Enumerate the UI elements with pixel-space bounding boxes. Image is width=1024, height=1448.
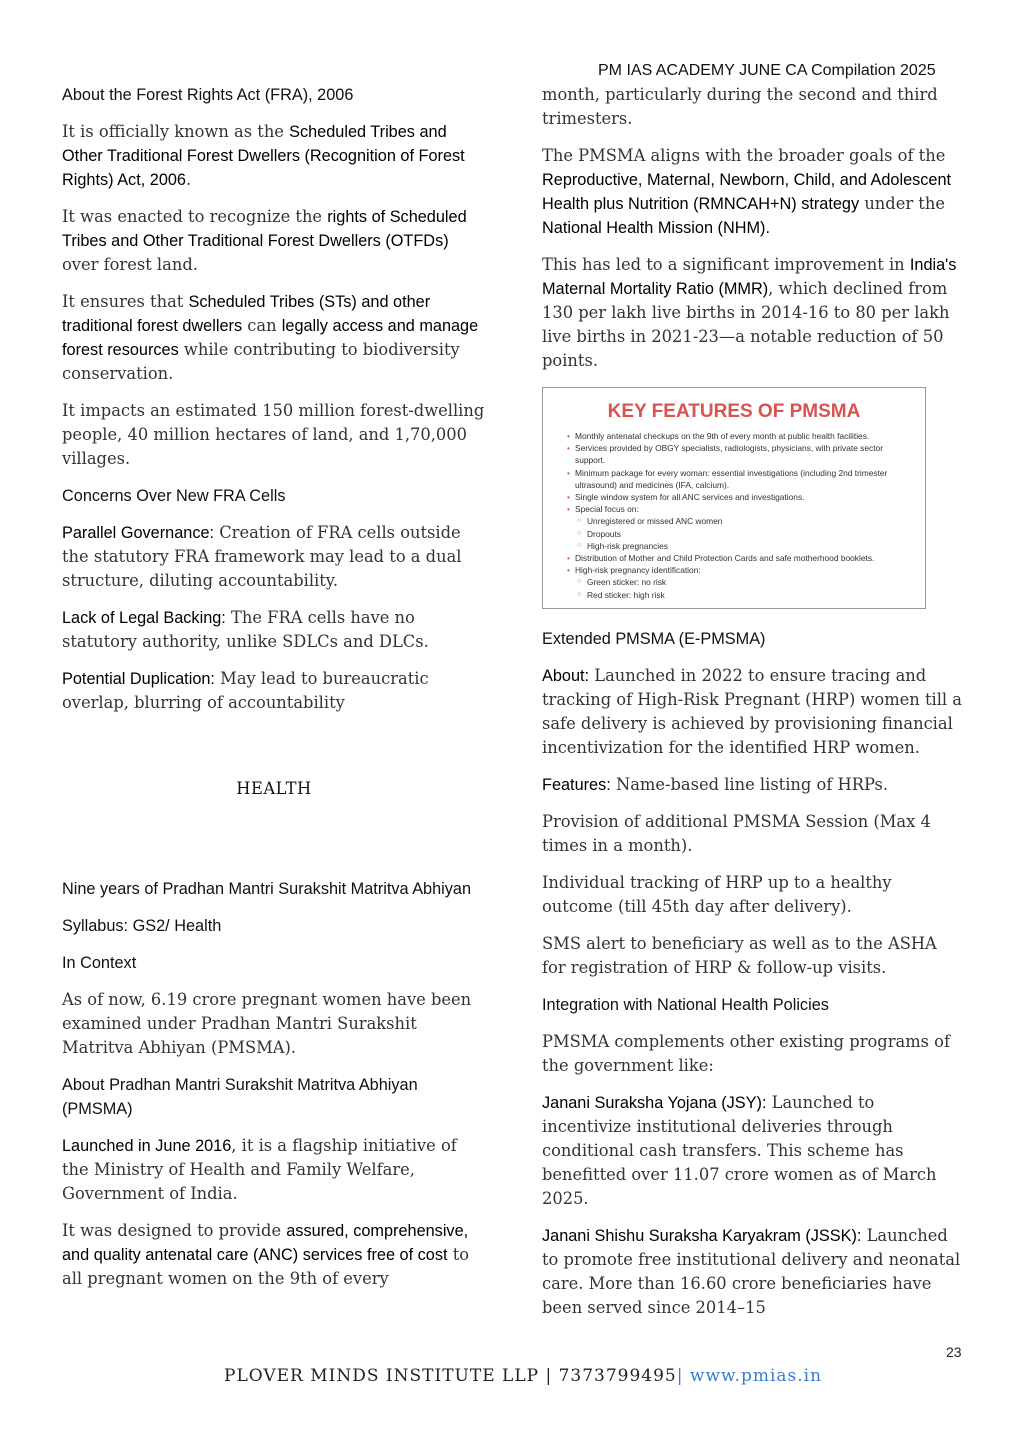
left-column (62, 83, 486, 1304)
concern-legal-backing: Lack of Legal Backing: The FRA cells have no statutory authority, unlike SDLCs and DLCs. (62, 608, 429, 651)
epmsma-features: Features: Name-based line listing of HRPs. (542, 775, 889, 794)
feature-subitem: ○ Unregistered or missed ANC women (567, 515, 913, 527)
integration-heading: Integration with National Health Policies (542, 996, 829, 1014)
mmr-paragraph: This has led to a significant improvement in India's Maternal Mortality Ratio (MMR), which declined from 130 per lakh live births in 2014-16 to 80 per lakh live births in 2021-23—a notable reduction of 50 points. (542, 255, 957, 370)
page-number: 23 (946, 1344, 962, 1360)
fra-paragraph-4: It impacts an estimated 150 million forest-dwelling people, 40 million hectares of land, and 1,70,000 villages. (62, 401, 485, 468)
feature-subitem: ○ Red sticker: high risk (567, 589, 913, 601)
fra-paragraph-2: It was enacted to recognize the rights of Scheduled Tribes and Other Traditional Forest Dwellers (OTFDs) over forest land. (62, 207, 467, 274)
about-pmsma-heading: About Pradhan Mantri Surakshit Matritva Abhiyan (PMSMA) (62, 1076, 418, 1118)
footer-text: PLOVER MINDS INSTITUTE LLP | 7373799495 (224, 1366, 677, 1386)
feature-item: • High-risk pregnancy identification: (567, 564, 913, 576)
concerns-heading: Concerns Over New FRA Cells (62, 487, 286, 505)
section-title: HEALTH (236, 779, 312, 798)
design-paragraph: It was designed to provide assured, comprehensive, and quality antenatal care (ANC) services free of cost to all pregnant women on the 9th of every (62, 1221, 470, 1288)
feature-item: • Special focus on: (567, 503, 913, 515)
figure-title: KEY FEATURES OF PMSMA (607, 401, 861, 422)
in-context-heading: In Context (62, 954, 137, 972)
page-footer (224, 1366, 822, 1386)
feature-item: • Distribution of Mother and Child Protection Cards and safe motherhood booklets. (567, 552, 913, 564)
feature-item: • Services provided by OBGY specialists, radiologists, physicians, with private sector support. (567, 442, 913, 466)
article-title: Nine years of Pradhan Mantri Surakshit Matritva Abhiyan (62, 880, 472, 898)
integration-paragraph: PMSMA complements other existing programs of the government like: (542, 1032, 950, 1075)
jsy-paragraph: Janani Suraksha Yojana (JSY): Launched to incentivize institutional deliveries through conditional cash transfers. This scheme has benefitted over 11.07 crore women as of March 2025. (542, 1093, 937, 1208)
epmsma-heading: Extended PMSMA (E-PMSMA) (542, 630, 766, 648)
fra-heading: About the Forest Rights Act (FRA), 2006 (62, 86, 354, 104)
fra-paragraph-1: It is officially known as the Scheduled Tribes and Other Traditional Forest Dwellers (Recognition of Forest Rights) Act, 2006. (62, 122, 465, 189)
launch-paragraph: Launched in June 2016, it is a flagship initiative of the Ministry of Health and Family Welfare, Government of India. (62, 1136, 457, 1203)
feature-subitem: ○ High-risk pregnancies (567, 540, 913, 552)
context-paragraph: As of now, 6.19 crore pregnant women have been examined under Pradhan Mantri Surakshit Matritva Abhiyan (PMSMA). (62, 990, 472, 1057)
fra-paragraph-3: It ensures that Scheduled Tribes (STs) and other traditional forest dwellers can legally access and manage forest resources while contributing to biodiversity conservation. (62, 292, 479, 383)
epmsma-provision: Provision of additional PMSMA Session (Max 4 times in a month). (542, 812, 931, 855)
feature-item: • Minimum package for every woman: essential investigations (including 2nd trimester ultrasound) and medicines (IFA, calcium). (567, 467, 913, 491)
continuation-paragraph: month, particularly during the second and third trimesters. (542, 85, 938, 128)
epmsma-about: About: Launched in 2022 to ensure tracing and tracking of High-Risk Pregnant (HRP) women till a safe delivery is achieved by provisioning financial incentivization for the identified HRP women. (542, 666, 962, 757)
syllabus-line: Syllabus: GS2/ Health (62, 917, 222, 935)
right-column (542, 83, 962, 1333)
feature-item: • Single window system for all ANC services and investigations. (567, 491, 913, 503)
key-features-figure (542, 387, 926, 609)
epmsma-sms: SMS alert to beneficiary as well as to the ASHA for registration of HRP & follow-up visits. (542, 934, 937, 977)
feature-item: • Monthly antenatal checkups on the 9th of every month at public health facilities. (567, 430, 913, 442)
alignment-paragraph: The PMSMA aligns with the broader goals of the Reproductive, Maternal, Newborn, Child, and Adolescent Health plus Nutrition (RMNCAH+N) strategy under the National Health Mission (NHM). (542, 146, 952, 237)
features-list (555, 430, 913, 601)
page-header: PM IAS ACADEMY JUNE CA Compilation 2025 (598, 62, 936, 79)
footer-separator: | (676, 1366, 690, 1386)
epmsma-tracking: Individual tracking of HRP up to a healthy outcome (till 45th day after delivery). (542, 873, 892, 916)
concern-duplication: Potential Duplication: May lead to bureaucratic overlap, blurring of accountability (62, 669, 429, 712)
jssk-paragraph: Janani Shishu Suraksha Karyakram (JSSK): Launched to promote free institutional delivery and neonatal care. More than 16.60 crore beneficiaries have been served since 2014–15 (542, 1226, 961, 1317)
feature-subitem: ○ Dropouts (567, 528, 913, 540)
concern-parallel-governance: Parallel Governance: Creation of FRA cells outside the statutory FRA framework may lead to a dual structure, diluting accountability. (62, 523, 462, 590)
footer-url[interactable]: www.pmias.in (689, 1366, 823, 1386)
feature-subitem: ○ Green sticker: no risk (567, 576, 913, 588)
